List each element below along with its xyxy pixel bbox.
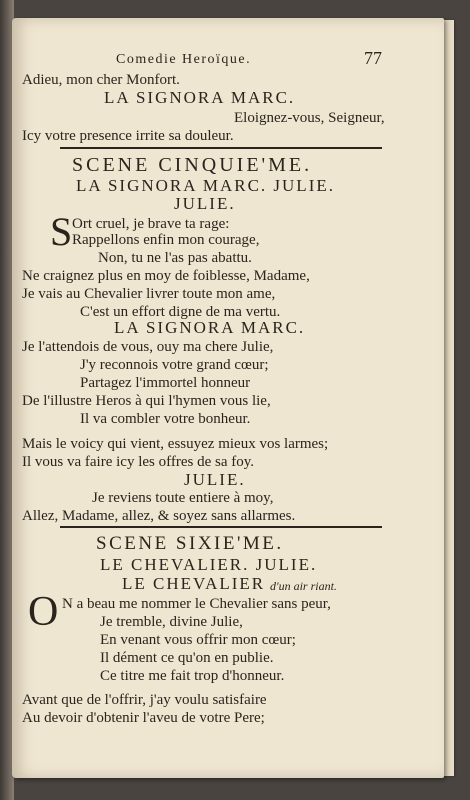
verse-line: Je tremble, divine Julie, <box>100 614 243 630</box>
scene-title: SCENE CINQUIE'ME. <box>72 154 313 176</box>
scene-divider <box>60 526 382 528</box>
verse-line: De l'illustre Heros à qui l'hymen vous lie, <box>22 393 271 409</box>
verse-line: En venant vous offrir mon cœur; <box>100 632 296 648</box>
stage-direction: d'un air riant. <box>270 579 337 593</box>
speaker-name: JULIE. <box>174 194 236 213</box>
verse-line: Partagez l'immortel honneur <box>80 375 251 391</box>
verse-line: Je l'attendois de vous, ouy ma chere Julie, <box>22 339 274 355</box>
verse-line: Rappellons enfin mon courage, <box>72 232 260 248</box>
verse-line: C'est un effort digne de ma vertu. <box>80 304 281 320</box>
verse-line: Au devoir d'obtenir l'aveu de votre Pere; <box>22 710 265 726</box>
page-number: 77 <box>364 48 382 68</box>
verse-line: Adieu, mon cher Monfort. <box>22 72 180 88</box>
verse-line: Non, tu ne l'as pas abattu. <box>98 250 252 266</box>
speaker-name: LA SIGNORA MARC. <box>104 88 296 107</box>
verse-line: Il vous va faire icy les offres de sa foy. <box>22 454 255 470</box>
verse-line: Ce titre me fait trop d'honneur. <box>100 668 285 684</box>
drop-capital: S <box>50 209 73 254</box>
verse-line: Mais le voicy qui vient, essuyez mieux vos larmes; <box>22 436 329 452</box>
verse-line: Icy votre presence irrite sa douleur. <box>22 128 234 144</box>
verse-line: Ort cruel, je brave ta rage: <box>72 216 230 232</box>
page-edges <box>444 20 454 776</box>
speaker-name: LA SIGNORA MARC. <box>114 318 306 337</box>
verse-line: Il va combler votre bonheur. <box>80 411 251 427</box>
verse-line: Je reviens toute entiere à moy, <box>92 490 274 506</box>
verse-line: J'y reconnois votre grand cœur; <box>80 357 269 373</box>
speaker-name: JULIE. <box>184 470 246 489</box>
running-title: Comedie Heroïque. <box>116 52 252 67</box>
speaker-name: LE CHEVALIER <box>122 574 266 593</box>
scene-characters: LA SIGNORA MARC. JULIE. <box>76 176 335 195</box>
verse-line: Eloignez-vous, Seigneur, <box>234 110 385 126</box>
verse-line: Avant que de l'offrir, j'ay voulu satisfaire <box>22 692 267 708</box>
scene-characters: LE CHEVALIER. JULIE. <box>100 555 318 574</box>
drop-capital: O <box>28 589 59 635</box>
scene-title: SCENE SIXIE'ME. <box>96 533 284 554</box>
verse-line: Ne craignez plus en moy de foiblesse, Madame, <box>22 268 310 284</box>
scene-divider <box>60 147 382 149</box>
book-page <box>12 18 444 778</box>
verse-line: Il dément ce qu'on en publie. <box>100 650 274 666</box>
verse-line: Je vais au Chevalier livrer toute mon ame, <box>22 286 276 302</box>
verse-line: Allez, Madame, allez, & soyez sans allarmes. <box>22 508 296 524</box>
verse-line: N a beau me nommer le Chevalier sans peur, <box>62 596 331 612</box>
